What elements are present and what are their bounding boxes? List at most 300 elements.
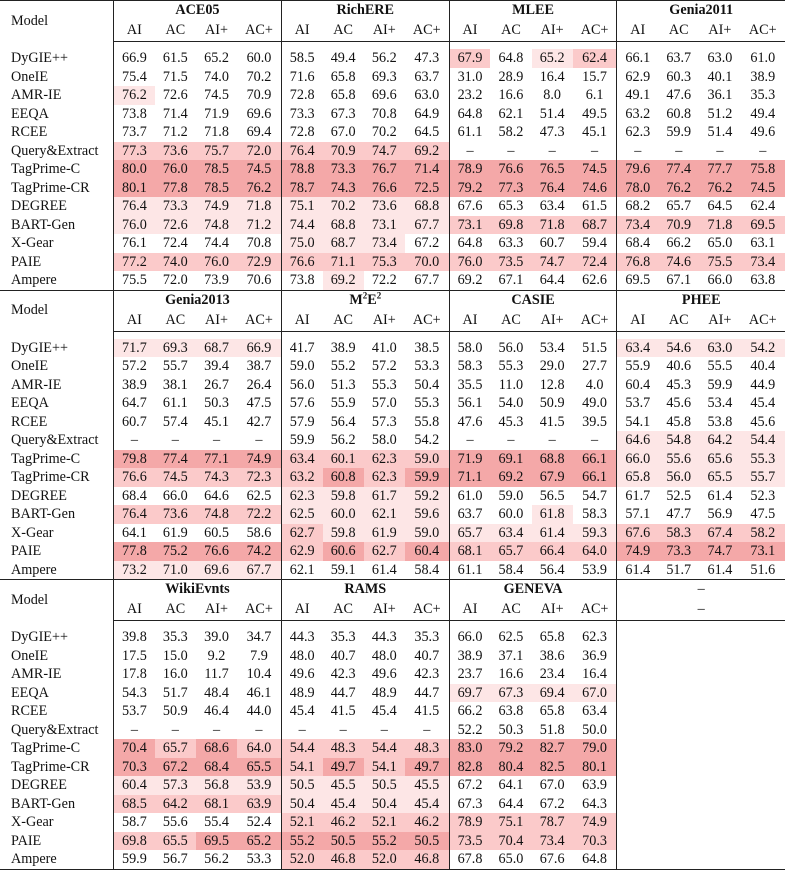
block-spacer bbox=[0, 331, 785, 339]
score-cell: 64.0 bbox=[573, 542, 617, 561]
score-cell: 52.0 bbox=[281, 850, 322, 869]
score-cell: 54.4 bbox=[741, 431, 785, 450]
table-row-query-extract bbox=[0, 721, 785, 740]
score-cell: 65.7 bbox=[449, 524, 490, 543]
score-cell: 68.7 bbox=[573, 216, 617, 235]
score-cell: 61.0 bbox=[449, 487, 490, 506]
score-cell: 27.7 bbox=[582, 358, 607, 374]
table-row-rcee bbox=[0, 413, 785, 432]
spacer-cell bbox=[281, 331, 449, 339]
dataset-header-row bbox=[0, 1, 785, 21]
model-name: OneIE bbox=[11, 358, 49, 374]
score-cell: 56.8 bbox=[196, 776, 237, 795]
table-row-tagprime-cr bbox=[0, 758, 785, 777]
score-cell: 54.8 bbox=[658, 431, 699, 450]
score-cell: – bbox=[548, 142, 556, 159]
score-cell: 64.7 bbox=[114, 394, 155, 413]
score-cell: 45.8 bbox=[666, 413, 692, 430]
score-cell: 59.9 bbox=[405, 468, 449, 487]
score-cell: 64.2 bbox=[699, 431, 740, 450]
model-name: Ampere bbox=[0, 850, 114, 869]
score-cell: 16.4 bbox=[539, 68, 565, 85]
metric-header-ac: AC bbox=[155, 20, 196, 42]
model-name: AMR-IE bbox=[11, 87, 62, 103]
score-cell: 65.2 bbox=[204, 50, 229, 66]
score-cell: 79.6 bbox=[617, 160, 658, 179]
score-cell: 74.5 bbox=[204, 87, 229, 103]
score-cell: 54.2 bbox=[414, 432, 440, 448]
score-cell: 70.3 bbox=[114, 758, 155, 777]
score-cell: 58.0 bbox=[449, 339, 490, 358]
score-cell: 63.2 bbox=[617, 105, 658, 124]
score-cell: 75.5 bbox=[699, 253, 740, 272]
score-cell: 40.1 bbox=[707, 68, 733, 85]
spacer-cell bbox=[0, 42, 114, 50]
score-cell: 64.8 bbox=[573, 850, 617, 869]
dataset-name-casie: CASIE bbox=[449, 290, 617, 310]
score-cell: 63.7 bbox=[414, 68, 440, 85]
model-name: X-Gear bbox=[11, 814, 54, 830]
score-cell: 55.2 bbox=[330, 358, 356, 374]
score-cell: 23.7 bbox=[449, 665, 490, 684]
dataset-name-phee: PHEE bbox=[617, 290, 785, 310]
score-cell: 44.0 bbox=[246, 703, 272, 719]
score-cell: 17.5 bbox=[114, 647, 155, 666]
metric-header-ai-plus: AI+ bbox=[196, 599, 237, 621]
score-cell: 71.1 bbox=[323, 253, 364, 272]
metric-header-ai: AI bbox=[449, 310, 490, 332]
score-cell: 50.4 bbox=[364, 795, 405, 814]
score-cell: 71.9 bbox=[449, 450, 490, 469]
score-cell: 67.2 bbox=[539, 795, 565, 812]
score-cell: 40.6 bbox=[666, 358, 692, 374]
score-cell: 71.1 bbox=[449, 468, 490, 487]
score-cell: 73.5 bbox=[449, 832, 490, 851]
score-cell: 63.2 bbox=[281, 468, 322, 487]
score-cell: 47.5 bbox=[246, 395, 272, 411]
dataset-name-richere: RichERE bbox=[281, 1, 449, 21]
score-cell: 54.1 bbox=[281, 758, 322, 777]
score-cell: 50.0 bbox=[582, 721, 607, 738]
score-cell: 71.4 bbox=[162, 105, 188, 122]
score-cell: 62.1 bbox=[281, 561, 322, 580]
metric-header-ai: AI bbox=[281, 599, 322, 621]
score-cell: 67.9 bbox=[449, 49, 490, 68]
score-cell: 46.4 bbox=[204, 703, 229, 719]
score-cell: 59.0 bbox=[405, 524, 449, 543]
score-cell: 46.8 bbox=[405, 850, 449, 869]
score-cell: 76.0 bbox=[196, 253, 237, 272]
score-cell: 77.2 bbox=[114, 253, 155, 272]
score-cell: 75.0 bbox=[281, 234, 322, 253]
score-cell: 60.8 bbox=[666, 105, 692, 122]
score-cell: 72.0 bbox=[237, 142, 281, 161]
score-cell: 48.9 bbox=[281, 684, 322, 703]
score-cell: 63.0 bbox=[414, 87, 440, 103]
score-cell: 54.3 bbox=[114, 684, 155, 703]
score-cell: 55.9 bbox=[617, 357, 658, 376]
model-name: OneIE bbox=[11, 647, 49, 664]
score-cell: 61.4 bbox=[707, 487, 733, 504]
score-cell: 63.4 bbox=[617, 339, 658, 358]
score-cell: 60.3 bbox=[666, 68, 692, 85]
score-cell: 53.9 bbox=[237, 776, 281, 795]
score-cell: 50.5 bbox=[323, 832, 364, 851]
score-cell: 15.0 bbox=[162, 647, 188, 664]
empty-group-cell bbox=[617, 739, 785, 758]
score-cell: 64.2 bbox=[155, 795, 196, 814]
score-cell: 67.0 bbox=[539, 777, 565, 793]
dataset-name-empty: – bbox=[617, 580, 785, 600]
empty-group-cell bbox=[617, 628, 785, 647]
score-cell: 79.2 bbox=[449, 179, 490, 198]
score-cell: 65.5 bbox=[237, 758, 281, 777]
score-cell: 75.1 bbox=[281, 197, 322, 216]
table-row-bart-gen bbox=[0, 795, 785, 814]
score-cell: 70.9 bbox=[658, 216, 699, 235]
score-cell: 54.7 bbox=[582, 487, 607, 504]
spacer-cell bbox=[449, 621, 617, 629]
score-cell: 65.2 bbox=[532, 49, 573, 68]
metric-header-ac-plus: AC+ bbox=[237, 310, 281, 332]
score-cell: 76.4 bbox=[114, 505, 155, 524]
score-cell: 56.2 bbox=[330, 432, 356, 448]
score-cell: 56.2 bbox=[196, 850, 237, 869]
score-cell: 62.7 bbox=[364, 542, 405, 561]
score-cell: 69.4 bbox=[246, 124, 272, 140]
score-cell: 70.0 bbox=[405, 253, 449, 272]
score-cell: 60.0 bbox=[323, 505, 364, 524]
dataset-name-wikievnts: WikiEvnts bbox=[114, 580, 282, 600]
model-name: DEGREE bbox=[11, 777, 67, 793]
score-cell: 74.9 bbox=[573, 813, 617, 832]
score-cell: 16.4 bbox=[582, 666, 607, 682]
score-cell: 34.7 bbox=[246, 629, 272, 645]
score-cell: 54.1 bbox=[364, 758, 405, 777]
score-cell: 64.9 bbox=[414, 105, 440, 122]
score-cell: 65.8 bbox=[539, 629, 565, 645]
empty-group-cell bbox=[617, 832, 785, 851]
score-cell: 16.0 bbox=[162, 666, 188, 682]
score-cell: – bbox=[449, 142, 490, 161]
score-cell: 57.2 bbox=[371, 358, 397, 374]
block-spacer bbox=[0, 621, 785, 629]
score-cell: 64.3 bbox=[582, 795, 607, 812]
score-cell: 73.4 bbox=[532, 832, 573, 851]
score-cell: 42.7 bbox=[246, 413, 272, 430]
table-row-dygie bbox=[0, 628, 785, 647]
score-cell: 73.1 bbox=[364, 216, 405, 235]
score-cell: 36.1 bbox=[707, 87, 733, 103]
score-cell: 60.0 bbox=[498, 506, 524, 522]
score-cell: 61.7 bbox=[364, 487, 405, 506]
score-cell: 67.1 bbox=[658, 271, 699, 290]
table-row-amr-ie bbox=[0, 665, 785, 684]
score-cell: 46.8 bbox=[323, 850, 364, 869]
score-cell: 68.7 bbox=[196, 339, 237, 358]
model-name: DyGIE++ bbox=[11, 50, 68, 66]
dataset-name-geneva: GENEVA bbox=[449, 580, 617, 600]
table-row-tagprime-c bbox=[0, 450, 785, 469]
metric-header-row bbox=[0, 599, 785, 621]
score-cell: 9.2 bbox=[207, 647, 226, 664]
score-cell: 57.0 bbox=[371, 395, 397, 411]
score-cell: 57.6 bbox=[281, 394, 322, 413]
model-name: DyGIE++ bbox=[11, 629, 68, 645]
score-cell: 58.4 bbox=[490, 561, 531, 580]
score-cell: 55.2 bbox=[364, 832, 405, 851]
score-cell: 41.5 bbox=[414, 703, 440, 719]
score-cell: 46.2 bbox=[323, 813, 364, 832]
score-cell: 72.8 bbox=[281, 123, 322, 142]
score-cell: 26.7 bbox=[204, 376, 229, 393]
score-cell: – bbox=[423, 721, 431, 738]
score-cell: 45.4 bbox=[371, 703, 397, 719]
score-cell: – bbox=[114, 431, 155, 450]
score-cell: 74.4 bbox=[281, 216, 322, 235]
score-cell: 74.5 bbox=[237, 160, 281, 179]
score-cell: 67.6 bbox=[617, 524, 658, 543]
model-name: PAIE bbox=[11, 543, 42, 559]
score-cell: 51.4 bbox=[707, 124, 733, 140]
score-cell: 68.4 bbox=[196, 758, 237, 777]
table-row-x-gear bbox=[0, 524, 785, 543]
spacer-cell bbox=[114, 621, 282, 629]
score-cell: 82.8 bbox=[449, 758, 490, 777]
empty-group-cell bbox=[617, 702, 785, 721]
score-cell: 62.9 bbox=[617, 68, 658, 87]
score-cell: 63.4 bbox=[490, 524, 531, 543]
score-cell: 65.7 bbox=[490, 542, 531, 561]
score-cell: 80.1 bbox=[573, 758, 617, 777]
score-cell: 74.4 bbox=[204, 235, 229, 251]
score-cell: 67.2 bbox=[449, 776, 490, 795]
score-cell: 63.1 bbox=[750, 235, 776, 251]
score-cell: 50.3 bbox=[498, 721, 524, 738]
score-cell: 26.4 bbox=[246, 376, 272, 393]
model-column-header: Model bbox=[0, 1, 114, 42]
score-cell: 55.7 bbox=[162, 358, 188, 374]
score-cell: 54.2 bbox=[741, 339, 785, 358]
spacer-cell bbox=[281, 42, 449, 50]
score-cell: 60.1 bbox=[323, 450, 364, 469]
spacer-cell bbox=[617, 42, 785, 50]
score-cell: 54.4 bbox=[364, 739, 405, 758]
score-cell: 48.0 bbox=[281, 647, 322, 666]
model-name: TagPrime-CR bbox=[11, 758, 90, 775]
score-cell: 49.6 bbox=[281, 665, 322, 684]
score-cell: 45.6 bbox=[750, 413, 776, 430]
score-cell: 50.9 bbox=[162, 703, 188, 719]
score-cell: 54.6 bbox=[658, 339, 699, 358]
table-row-ampere bbox=[0, 271, 785, 290]
score-cell: 74.3 bbox=[196, 468, 237, 487]
score-cell: 71.4 bbox=[405, 160, 449, 179]
score-cell: 48.4 bbox=[204, 684, 229, 701]
score-cell: 62.5 bbox=[281, 505, 322, 524]
score-cell: 45.1 bbox=[582, 124, 607, 140]
score-cell: 71.9 bbox=[204, 105, 229, 122]
score-cell: 40.7 bbox=[414, 647, 440, 664]
metric-header-ai-plus: AI+ bbox=[364, 310, 405, 332]
score-cell: 71.6 bbox=[281, 68, 322, 87]
score-cell: 66.1 bbox=[573, 468, 617, 487]
score-cell: 60.4 bbox=[405, 542, 449, 561]
score-cell: 57.3 bbox=[371, 413, 397, 430]
table-row-paie bbox=[0, 253, 785, 272]
score-cell: 67.7 bbox=[237, 561, 281, 580]
score-cell: 59.0 bbox=[498, 487, 524, 504]
score-cell: 59.4 bbox=[582, 235, 607, 251]
score-cell: 48.9 bbox=[371, 684, 397, 701]
score-cell: 76.6 bbox=[364, 179, 405, 198]
metric-header-ac-plus: AC+ bbox=[741, 20, 785, 42]
score-cell: 49.7 bbox=[405, 758, 449, 777]
score-cell: 66.9 bbox=[237, 339, 281, 358]
score-cell: 73.8 bbox=[114, 105, 155, 124]
score-cell: 48.3 bbox=[405, 739, 449, 758]
score-cell: 10.4 bbox=[246, 666, 272, 682]
score-cell: 51.7 bbox=[658, 561, 699, 580]
score-cell: 73.4 bbox=[364, 234, 405, 253]
score-cell: 42.3 bbox=[330, 666, 356, 682]
score-cell: 61.1 bbox=[162, 395, 188, 411]
score-cell: 73.4 bbox=[617, 216, 658, 235]
score-cell: 76.4 bbox=[114, 197, 155, 216]
score-cell: 29.0 bbox=[539, 358, 565, 374]
score-cell: 39.4 bbox=[204, 358, 229, 374]
score-cell: 61.5 bbox=[162, 50, 188, 66]
model-name: AMR-IE bbox=[11, 666, 62, 682]
score-cell: 74.9 bbox=[617, 542, 658, 561]
score-cell: 51.2 bbox=[707, 105, 733, 122]
score-cell: 58.5 bbox=[281, 49, 322, 68]
score-cell: 65.0 bbox=[490, 850, 531, 869]
empty-group-cell bbox=[617, 665, 785, 684]
score-cell: 65.6 bbox=[699, 450, 740, 469]
score-cell: – bbox=[591, 142, 599, 159]
score-cell: 44.7 bbox=[414, 684, 440, 701]
spacer-cell bbox=[617, 331, 785, 339]
model-name: PAIE bbox=[11, 832, 42, 849]
score-cell: 67.7 bbox=[405, 271, 449, 290]
score-cell: – bbox=[449, 431, 490, 450]
score-cell: 39.8 bbox=[114, 628, 155, 647]
score-cell: 50.5 bbox=[281, 776, 322, 795]
score-cell: 35.3 bbox=[414, 629, 440, 645]
score-cell: 64.5 bbox=[707, 198, 733, 214]
score-cell: 67.0 bbox=[330, 124, 356, 140]
score-cell: 41.0 bbox=[371, 339, 397, 356]
score-cell: 57.9 bbox=[281, 413, 322, 432]
score-cell: 76.6 bbox=[281, 253, 322, 272]
score-cell: 70.4 bbox=[114, 739, 155, 758]
score-cell: 12.8 bbox=[539, 376, 565, 393]
score-cell: 39.5 bbox=[582, 413, 607, 430]
dataset-header-row bbox=[0, 580, 785, 600]
score-cell: 79.0 bbox=[573, 739, 617, 758]
table-row-tagprime-cr bbox=[0, 468, 785, 487]
score-cell: 58.3 bbox=[449, 357, 490, 376]
model-name: OneIE bbox=[11, 68, 49, 85]
table-row-x-gear bbox=[0, 234, 785, 253]
score-cell: 78.0 bbox=[617, 179, 658, 198]
score-cell: 7.9 bbox=[250, 647, 268, 664]
metric-header-ac: AC bbox=[490, 310, 531, 332]
score-cell: 55.9 bbox=[330, 395, 356, 411]
score-cell: 65.2 bbox=[237, 832, 281, 851]
spacer-cell bbox=[114, 331, 282, 339]
score-cell: 55.5 bbox=[707, 358, 733, 374]
score-cell: 74.2 bbox=[237, 542, 281, 561]
score-cell: 50.5 bbox=[405, 832, 449, 851]
score-cell: 66.2 bbox=[449, 702, 490, 721]
score-cell: 52.4 bbox=[246, 814, 272, 830]
score-cell: 77.4 bbox=[658, 160, 699, 179]
score-cell: 68.7 bbox=[323, 234, 364, 253]
score-cell: – bbox=[591, 432, 599, 448]
score-cell: 67.6 bbox=[449, 197, 490, 216]
score-cell: 61.9 bbox=[364, 524, 405, 543]
model-name: RCEE bbox=[11, 413, 48, 430]
score-cell: 69.2 bbox=[323, 271, 364, 290]
spacer-cell bbox=[281, 621, 449, 629]
table-row-rcee bbox=[0, 702, 785, 721]
score-cell: 58.7 bbox=[114, 813, 155, 832]
score-cell: 56.0 bbox=[658, 468, 699, 487]
score-cell: 53.7 bbox=[617, 394, 658, 413]
score-cell: 73.5 bbox=[490, 253, 531, 272]
dataset-name-genia2011: Genia2011 bbox=[617, 1, 785, 21]
score-cell: 58.3 bbox=[582, 506, 607, 522]
score-cell: 69.6 bbox=[246, 105, 272, 122]
spacer-cell bbox=[449, 42, 617, 50]
score-cell: 63.4 bbox=[539, 198, 565, 214]
score-cell: 51.6 bbox=[741, 561, 785, 580]
score-cell: 50.3 bbox=[204, 395, 229, 411]
score-cell: 73.3 bbox=[323, 160, 364, 179]
score-cell: 56.4 bbox=[532, 561, 573, 580]
score-cell: 35.3 bbox=[330, 629, 356, 645]
score-cell: 78.9 bbox=[449, 813, 490, 832]
score-cell: 74.5 bbox=[741, 179, 785, 198]
score-cell: 65.3 bbox=[498, 198, 524, 214]
score-cell: 52.5 bbox=[666, 487, 692, 504]
score-cell: 67.2 bbox=[155, 758, 196, 777]
score-cell: 62.1 bbox=[498, 105, 524, 122]
table-row-paie bbox=[0, 832, 785, 851]
score-cell: 58.6 bbox=[246, 524, 272, 541]
score-cell: – bbox=[675, 142, 683, 159]
score-cell: – bbox=[255, 432, 263, 448]
score-cell: 44.3 bbox=[281, 628, 322, 647]
score-cell: 52.3 bbox=[750, 487, 776, 504]
metric-header-ac: AC bbox=[490, 20, 531, 42]
score-cell: 63.7 bbox=[449, 505, 490, 524]
score-cell: 80.1 bbox=[114, 179, 155, 198]
score-cell: 61.4 bbox=[617, 561, 658, 580]
score-cell: – bbox=[617, 142, 658, 161]
score-cell: 73.7 bbox=[114, 123, 155, 142]
model-name: X-Gear bbox=[11, 235, 54, 251]
score-cell: – bbox=[171, 721, 179, 738]
score-cell: 76.0 bbox=[155, 160, 196, 179]
score-cell: 72.6 bbox=[155, 216, 196, 235]
score-cell: 73.2 bbox=[114, 561, 155, 580]
score-cell: 67.3 bbox=[449, 795, 490, 814]
score-cell: 51.7 bbox=[162, 684, 188, 701]
score-cell: 65.5 bbox=[699, 468, 740, 487]
